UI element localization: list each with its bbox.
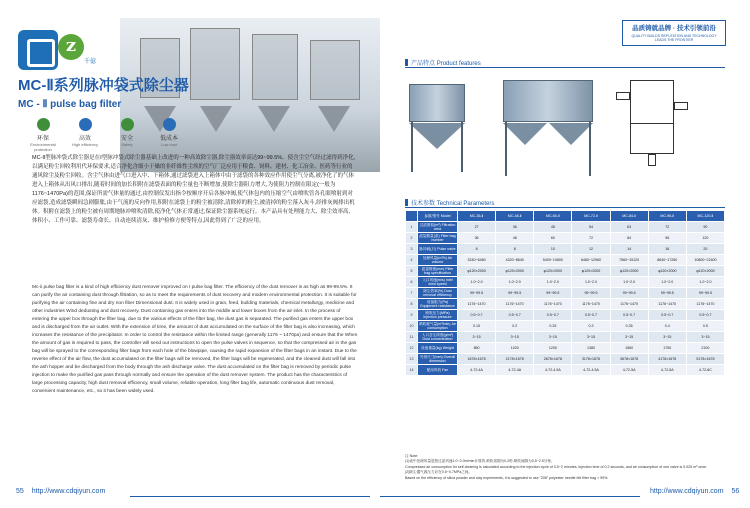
schematic-diagram	[608, 72, 726, 192]
table-cell: 3~15	[648, 332, 686, 343]
table-cell: 1176~1470	[648, 299, 686, 310]
table-cell: φ120×2000	[686, 266, 724, 277]
table-cell: 16	[648, 244, 686, 255]
table-cell: 1176~1470	[572, 299, 610, 310]
table-cell: 4-72-6C	[686, 365, 724, 376]
description-cn: MC-Ⅱ型脉冲袋式除尘器是在Ⅰ型脉冲袋式除尘器基础上改进的一种高效除尘器,除尘器效率高达99~99.5%。使含尘空气经过滤得到净化,以满足粉尘回收利用代环保要求,适合净化含细小干燥的非纤维性尘埃的空气厂泛应用于粮食、饲料、建材、化工冶金、医药等行业的通风除尘及粉尘回收。含尘气体由进气口进入中、下箱体,通过滤袋进入上箱体中由于滤袋的各种效应作用使尘气分离,被净化了的气体进入上箱体从出风口排出,随着时间的加长积附在滤袋表面的粉尘量也不断增加,使除尘器阻力增大,为使阻力控制在限定(一般为1176~1470Pa)的范围,保证所需气体量的通过,由控制仪发出指令按顺序开启各脉冲阀,使气体包内的压缩空气由喷吹管各孔眼喷射到对应滤袋,造成滤袋瞬间急剧膨胀,由于气流的反向作用,积附在滤袋上的粉尘被清除,清除掉的粉尘,被清掉的粉尘落入灰斗,经排灰阀排出机体。积附在滤袋上的粉尘被有周期地脉冲喷吹清除,使净化气体正常通过,保证除尘器系统运行。本产品具有处理能力大、除尘效率高、体积小、工作可靠、滤袋寿命长、自动连续清灰、维护检修方便等特点,因此得到了广泛的应用。	[32, 155, 356, 224]
table-cell: 3~15	[458, 332, 496, 343]
row-label: 入口风速(m/s) Inlet wind speed	[418, 277, 458, 288]
feature-environmental	[26, 118, 60, 152]
slogan-badge	[622, 20, 726, 46]
feature-icons	[26, 118, 186, 152]
feature-label: 高效	[78, 136, 91, 142]
table-header-row	[406, 211, 725, 222]
table-cell: 0.2	[496, 321, 534, 332]
table-cell: 4-72-4A	[496, 365, 534, 376]
params-heading	[405, 198, 494, 207]
table-cell: 0.5~0.7	[572, 310, 610, 321]
page-number: 56	[731, 488, 740, 495]
row-label: 脉冲阀(只) Pulse valve	[418, 244, 458, 255]
row-number: 3	[406, 244, 418, 255]
table-cell: 4-72-4.5A	[534, 365, 572, 376]
feature-label: 环保	[36, 136, 49, 142]
row-label: 滤袋规格(mm) Filter bag specification	[418, 266, 458, 277]
heading-rule	[405, 67, 725, 68]
table-cell: 27	[458, 222, 496, 233]
table-cell: 0.5~0.7	[686, 310, 724, 321]
row-label: 除尘效率(%) Dust removal efficiency	[418, 288, 458, 299]
slogan-en: QUALITY BUILDS REPUTATION AND TECHNOLOGY LEADS THE FRONTIER	[631, 34, 717, 42]
table-header-cell: MC-72-Ⅱ	[572, 211, 610, 222]
brand-logo	[18, 30, 104, 70]
feature-low-cost	[152, 118, 186, 152]
table-cell: 1.0~2.0	[686, 277, 724, 288]
table-cell: 1176~1470	[610, 299, 648, 310]
row-label: 喷吹耗气量(m³/min) Air consumption	[419, 322, 456, 330]
table-row	[406, 310, 725, 321]
table-cell: φ120×2000	[458, 266, 496, 277]
table-cell: 4-72-4A	[458, 365, 496, 376]
page-title: MC-Ⅱ系列脉冲袋式除尘器	[18, 77, 189, 94]
feature-label: 低成本	[159, 136, 178, 142]
table-cell: 1176~1470	[534, 299, 572, 310]
table-notes	[405, 454, 725, 481]
table-cell: 850	[458, 343, 496, 354]
table-cell: 1.0~2.0	[610, 277, 648, 288]
website-link[interactable]: http://www.cdqiyun.com	[650, 488, 724, 495]
note-line: (2)除尘器气源压力应在0.5~0.7MPa之间。	[405, 470, 472, 475]
feature-label-en: Low cost	[161, 142, 177, 147]
table-cell: 99~99.5	[572, 288, 610, 299]
table-cell: 0.35	[610, 321, 648, 332]
feature-efficiency	[68, 118, 102, 152]
leaf-icon	[37, 118, 50, 131]
table-header-cell: 参数/型号 Model	[418, 211, 458, 222]
parameter-table	[405, 210, 725, 376]
table-cell: 4178×1678	[648, 354, 686, 365]
row-number: 2	[406, 233, 418, 244]
table-cell: 6	[458, 244, 496, 255]
logo-caption: 千億	[84, 59, 97, 65]
table-cell: 1.0~2.0	[648, 277, 686, 288]
table-cell: 1560	[610, 343, 648, 354]
table-cell: 120	[686, 233, 724, 244]
table-cell: 1.0~2.0	[496, 277, 534, 288]
table-cell: 54	[572, 222, 610, 233]
table-cell: 1.0~2.0	[534, 277, 572, 288]
table-cell: 3~15	[686, 332, 724, 343]
table-cell: 3~15	[572, 332, 610, 343]
table-header-cell: MC-96-Ⅱ	[648, 211, 686, 222]
table-cell: 3~15	[496, 332, 534, 343]
table-cell: 5400~10800	[534, 255, 572, 266]
table-cell: 2678×1678	[534, 354, 572, 365]
row-number: 6	[406, 277, 418, 288]
table-cell: 1678×1678	[458, 354, 496, 365]
table-row	[406, 255, 725, 266]
table-cell: 3~15	[610, 332, 648, 343]
params-heading-en: Technical Parameters	[436, 201, 495, 207]
table-cell: 4-72-4.5A	[572, 365, 610, 376]
table-cell: 90	[686, 222, 724, 233]
row-label: 滤袋数量(条) Filter bag number	[419, 234, 456, 242]
table-cell: 48	[496, 233, 534, 244]
table-header-cell: MC-48-Ⅱ	[496, 211, 534, 222]
table-cell: 0.3	[572, 321, 610, 332]
table-cell: 3240~6480	[458, 255, 496, 266]
feature-label-en: Safety	[121, 142, 133, 147]
note-line: Compressed air consumption for self-cleaning is calculated according to the injection cycle of 0.5~2 minutes, injection time of 0.2 seconds, and air consumption of one valve is 0.025 m³ once.	[405, 464, 708, 469]
table-cell: 36	[496, 222, 534, 233]
footer-rule	[130, 496, 370, 497]
table-cell: 8640~17280	[648, 255, 686, 266]
table-cell: 1020	[496, 343, 534, 354]
table-row	[406, 332, 725, 343]
table-header-cell: MC-84-Ⅱ	[610, 211, 648, 222]
table-cell: 1200	[534, 343, 572, 354]
table-cell: 5178×1678	[686, 354, 724, 365]
table-cell: 6480~12960	[572, 255, 610, 266]
table-cell: 1.0~2.0	[458, 277, 496, 288]
table-cell: 60	[534, 233, 572, 244]
row-number: 5	[406, 266, 418, 277]
row-number: 1	[406, 222, 418, 233]
features-heading	[405, 58, 481, 67]
footer-rule	[380, 496, 640, 497]
shield-icon	[121, 118, 134, 131]
table-cell: 0.5~0.7	[648, 310, 686, 321]
table-row	[406, 244, 725, 255]
page-subtitle: MC - Ⅱ pulse bag filter	[18, 99, 122, 110]
table-cell: 4320~8640	[496, 255, 534, 266]
row-label: 设备重量(kg) Weight	[418, 343, 458, 354]
row-label: 处理风量(m³/h) Air volume	[418, 255, 458, 266]
heading-bar	[405, 199, 408, 206]
table-cell: 4-72-5A	[648, 365, 686, 376]
table-cell: 8	[496, 244, 534, 255]
table-cell: 1380	[572, 343, 610, 354]
heading-bar	[405, 59, 408, 66]
table-header-cell: MC-60-Ⅱ	[534, 211, 572, 222]
row-number: 12	[406, 343, 418, 354]
row-number: 9	[406, 310, 418, 321]
table-cell: 0.5~0.7	[534, 310, 572, 321]
table-row	[406, 288, 725, 299]
table-cell: 1176~1470	[496, 299, 534, 310]
table-cell: φ120×2000	[496, 266, 534, 277]
feature-label: 安全	[120, 136, 133, 142]
table-cell: 36	[458, 233, 496, 244]
table-row	[406, 222, 725, 233]
footer-left	[16, 488, 105, 495]
seal-mark	[18, 30, 58, 70]
table-row	[406, 343, 725, 354]
table-cell: 2100	[686, 343, 724, 354]
table-cell: 3~15	[534, 332, 572, 343]
table-header-cell	[406, 211, 418, 222]
table-cell: 14	[610, 244, 648, 255]
table-cell: 3178×1678	[572, 354, 610, 365]
row-label: 外形尺寸(mm) Overall dimension	[418, 354, 458, 365]
page-number: 55	[16, 488, 24, 495]
feature-label-en: Environmental protection	[30, 142, 56, 152]
table-cell: 99~99.5	[458, 288, 496, 299]
feature-label-en: High efficiency	[72, 142, 98, 147]
row-number: 8	[406, 299, 418, 310]
row-label: 过滤面积(m²) Filtration area	[418, 222, 458, 233]
leaf-z-mark: z	[58, 34, 84, 60]
table-cell: 99~99.5	[610, 288, 648, 299]
coin-icon	[163, 118, 176, 131]
note-line: (1)表中处理风量是按过滤风速1.0~2.0m/min计算的,喷吹周期为0.2秒,喷吹间隔为0.5~2.5分钟。	[405, 459, 555, 464]
table-cell: 99~99.5	[648, 288, 686, 299]
row-label: 设备阻力(Pa) Equipment resistance	[418, 299, 458, 310]
row-label: 配用风机 Fan	[418, 365, 458, 376]
table-cell: 1.0~2.0	[572, 277, 610, 288]
row-number: 7	[406, 288, 418, 299]
table-cell: 0.5~0.7	[610, 310, 648, 321]
table-cell: 20	[686, 244, 724, 255]
table-row	[406, 299, 725, 310]
table-header-cell: MC-120-Ⅱ	[686, 211, 724, 222]
table-cell: 2178×1678	[496, 354, 534, 365]
features-heading-en: Product features	[436, 61, 481, 67]
table-cell: φ120×2000	[610, 266, 648, 277]
row-number: 4	[406, 255, 418, 266]
table-cell: 0.5~0.7	[458, 310, 496, 321]
row-label: 入口含尘浓度(g/m³) Dust concentration	[418, 332, 458, 343]
table-cell: 0.4	[648, 321, 686, 332]
row-number: 11	[406, 332, 418, 343]
table-cell: 4-72-5A	[610, 365, 648, 376]
features-heading-cn: 产品特点	[411, 61, 436, 67]
table-header-cell: MC-36-Ⅱ	[458, 211, 496, 222]
table-cell: 0.25	[534, 321, 572, 332]
table-cell: 1176~1470	[458, 299, 496, 310]
table-cell: 7560~15120	[610, 255, 648, 266]
description-en: Mc-ii pulse bag filter is a kind of high efficiency dust remover improved on I pulse bag filter. The efficiency of the dust remover is as high as 99-99.5%. It can purify the air containing dust through filtration, so as to meet the requirements of dust recovery and modern environmental protection. It is suitable for purifying the air containing fine and dry non fiber Dimensional dust. It is widely used in grain, feed, building materials, chemical metallurgy, medicine and other industries Wind dedusting and dust recovery. Dust containing gas enters into the middle and lower boxes from the air inlet. In the process of entering the upper box through the filter bag, due to the various effects of the filter bag, the dust gas is separated. The purified gas enters the upper box and is discharged from the air outlet. With the extension of time, the amount of dust accumulated on the surface of the filter bag is also increasing, which increases the resistance of the precipitator. In order to control the resistance within the limited range (generally 1176 ~ 1470pa) and ensure that the When the amount of gas is required to pass, the controller will send out instructions to open the pulse valves in sequence, so that the compressed air in the gas bag will be sprayed to the corresponding filter bags from each hole of the blowpipe, causing the rapid expansion of the filter bags in an instant. Due to the reverse effect of the air flow, the dust accumulated on the filter bags will be removed, the filter bags will be regenerated, and the cleaned dust will fall into the ash hopper and be discharged from the body through the ash discharge valve. The dust accumulated on the filter bag is removed by periodic pulse injection to make the purified gas pass through normally and ensure the operation of the dust remover system. The product has the characteristics of large processing capacity, high dust removal efficiency, small volume, reliable operation, long filter bag life, automatic continuous dust removal, convenient maintenance, etc., so it has been widely used.	[32, 285, 358, 394]
row-label: 喷吹压力(MPa) Injection pressure	[418, 310, 458, 321]
table-cell: 10	[534, 244, 572, 255]
table-cell: 3678×1678	[610, 354, 648, 365]
table-cell: 1750	[648, 343, 686, 354]
table-row	[406, 266, 725, 277]
table-row	[406, 277, 725, 288]
footer-right	[650, 488, 739, 495]
params-heading-cn: 技术参数	[411, 201, 436, 207]
table-row	[406, 321, 725, 332]
table-cell: 72	[572, 233, 610, 244]
table-cell: 99~99.5	[496, 288, 534, 299]
table-cell: 96	[648, 233, 686, 244]
table-cell: 72	[648, 222, 686, 233]
row-number: 14	[406, 365, 418, 376]
table-cell: 0.5~0.7	[496, 310, 534, 321]
table-row	[406, 365, 725, 376]
table-cell: 99~99.5	[686, 288, 724, 299]
title-block	[18, 74, 318, 110]
table-row	[406, 233, 725, 244]
slogan-cn: 品质铸就品牌 · 技术引领前沿	[632, 25, 716, 32]
row-number: 10	[406, 321, 418, 332]
table-cell: 84	[610, 233, 648, 244]
table-cell: 1176~1470	[686, 299, 724, 310]
table-cell: φ120×2000	[572, 266, 610, 277]
note-line: 注 Note:	[405, 454, 419, 458]
table-cell: 45	[534, 222, 572, 233]
table-cell: 0.5	[686, 321, 724, 332]
table-cell: 10800~21600	[686, 255, 724, 266]
feature-safety	[110, 118, 144, 152]
table-row	[406, 354, 725, 365]
row-number: 13	[406, 354, 418, 365]
gauge-icon	[79, 118, 92, 131]
website-link[interactable]: http://www.cdqiyun.com	[31, 488, 106, 495]
heading-rule	[405, 207, 725, 208]
table-cell: 99~99.5	[534, 288, 572, 299]
note-line: Based on the efficiency of silica powder and clay experiments, it is suggested to use "208" polyester needle felt filter bag > 99%.	[405, 475, 609, 480]
table-cell: 0.15	[458, 321, 496, 332]
table-cell: φ120×2000	[534, 266, 572, 277]
table-cell: φ120×2000	[648, 266, 686, 277]
table-cell: 63	[610, 222, 648, 233]
table-cell: 12	[572, 244, 610, 255]
